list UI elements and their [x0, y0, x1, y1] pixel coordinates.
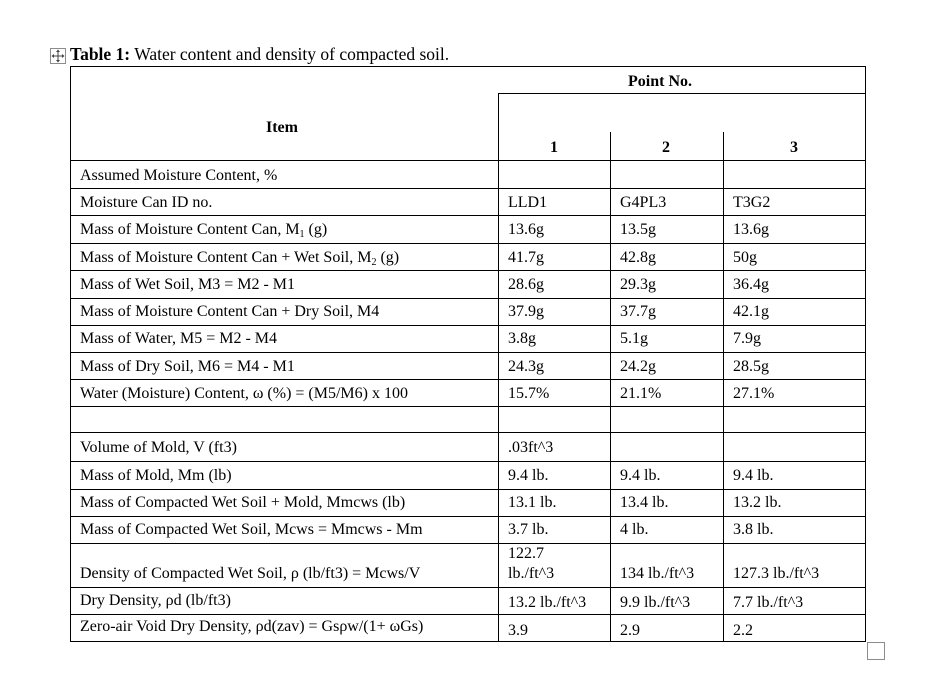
cell-mass-water-3: 7.9g — [733, 330, 761, 347]
cell-dry-soil-3: 28.5g — [733, 358, 769, 375]
cell-mass-mold-2: 9.4 lb. — [620, 467, 661, 484]
header-point-no: Point No. — [628, 73, 692, 90]
cell-dry-density-1: 13.2 lb./ft^3 — [508, 594, 587, 611]
row-item-can-dry-soil: Mass of Moisture Content Can + Dry Soil, M4 — [80, 303, 380, 320]
header-point-3: 3 — [790, 139, 798, 156]
cell-can-wet-soil-1: 41.7g — [508, 249, 544, 266]
cell-dry-soil-1: 24.3g — [508, 358, 544, 375]
cell-can-dry-soil-2: 37.7g — [620, 303, 656, 320]
cell-dry-density-2: 9.9 lb./ft^3 — [620, 594, 691, 611]
cell-compacted-wet-soil-3: 3.8 lb. — [733, 521, 774, 538]
cell-can-wet-soil-3: 50g — [733, 249, 757, 266]
cell-zero-air-void-3: 2.2 — [733, 622, 753, 639]
cell-zero-air-void-2: 2.9 — [620, 622, 640, 639]
cell-mass-mold-1: 9.4 lb. — [508, 467, 549, 484]
cell-wet-soil-1: 28.6g — [508, 276, 544, 293]
cell-wet-density-3: 127.3 lb./ft^3 — [733, 565, 820, 582]
row-item-compacted-wet-soil: Mass of Compacted Wet Soil, Mcws = Mmcws - Mm — [80, 521, 423, 538]
header-point-2: 2 — [662, 139, 670, 156]
cell-zero-air-void-1: 3.9 — [508, 622, 528, 639]
row-item-wet-density: Density of Compacted Wet Soil, ρ (lb/ft3) = Mcws/V — [80, 565, 421, 582]
cell-can-id-1: LLD1 — [508, 194, 548, 211]
cell-mass-can-1: 13.6g — [508, 221, 544, 238]
cell-mass-can-2: 13.5g — [620, 221, 656, 238]
row-item-zero-air-void: Zero-air Void Dry Density, ρd(zav) = Gsρw/(1+ ωGs) — [80, 618, 424, 635]
cell-can-id-3: T3G2 — [733, 194, 771, 211]
cell-mass-water-1: 3.8g — [508, 330, 536, 347]
table-resize-handle[interactable] — [867, 642, 885, 660]
row-item-can-id: Moisture Can ID no. — [80, 194, 213, 211]
cell-dry-soil-2: 24.2g — [620, 358, 656, 375]
cell-wet-soil-mold-1: 13.1 lb. — [508, 494, 557, 511]
cell-can-wet-soil-2: 42.8g — [620, 249, 656, 266]
cell-can-id-2: G4PL3 — [620, 194, 667, 211]
cell-mass-mold-3: 9.4 lb. — [733, 467, 774, 484]
row-item-wet-soil: Mass of Wet Soil, M3 = M2 - M1 — [80, 276, 296, 293]
cell-wet-soil-mold-2: 13.4 lb. — [620, 494, 669, 511]
cell-wet-density-2: 134 lb./ft^3 — [620, 565, 695, 582]
cell-water-content-2: 21.1% — [620, 385, 662, 402]
header-point-1: 1 — [550, 139, 558, 156]
row-item-mass-can: Mass of Moisture Content Can, M1 (g) — [80, 221, 328, 240]
cell-wet-density-1-line2: lb./ft^3 — [508, 565, 555, 582]
row-item-assumed-moisture: Assumed Moisture Content, % — [80, 167, 278, 184]
cell-can-dry-soil-1: 37.9g — [508, 303, 544, 320]
cell-mass-can-3: 13.6g — [733, 221, 769, 238]
cell-dry-density-3: 7.7 lb./ft^3 — [733, 594, 804, 611]
row-item-wet-soil-mold: Mass of Compacted Wet Soil + Mold, Mmcws (lb) — [80, 494, 406, 511]
cell-volume-mold-1: .03ft^3 — [508, 439, 554, 456]
cell-water-content-1: 15.7% — [508, 385, 550, 402]
cell-water-content-3: 27.1% — [733, 385, 775, 402]
row-item-can-wet-soil: Mass of Moisture Content Can + Wet Soil, M2 (g) — [80, 249, 400, 268]
row-item-mass-water: Mass of Water, M5 = M2 - M4 — [80, 330, 278, 347]
cell-wet-density-1-line1: 122.7 — [508, 545, 544, 562]
cell-wet-soil-mold-3: 13.2 lb. — [733, 494, 782, 511]
row-item-mass-mold: Mass of Mold, Mm (lb) — [80, 467, 232, 484]
cell-wet-soil-3: 36.4g — [733, 276, 769, 293]
header-item: Item — [266, 119, 298, 136]
cell-can-dry-soil-3: 42.1g — [733, 303, 769, 320]
row-item-dry-density: Dry Density, ρd (lb/ft3) — [80, 592, 231, 609]
cell-mass-water-2: 5.1g — [620, 330, 648, 347]
caption-label: Table 1: — [70, 44, 131, 64]
cell-compacted-wet-soil-1: 3.7 lb. — [508, 521, 549, 538]
cell-wet-soil-2: 29.3g — [620, 276, 656, 293]
cell-compacted-wet-soil-2: 4 lb. — [620, 521, 649, 538]
row-item-water-content: Water (Moisture) Content, ω (%) = (M5/M6) x 100 — [80, 385, 408, 402]
caption-text: Water content and density of compacted soil. — [134, 44, 450, 64]
row-item-volume-mold: Volume of Mold, V (ft3) — [80, 439, 237, 456]
row-item-dry-soil: Mass of Dry Soil, M6 = M4 - M1 — [80, 358, 295, 375]
